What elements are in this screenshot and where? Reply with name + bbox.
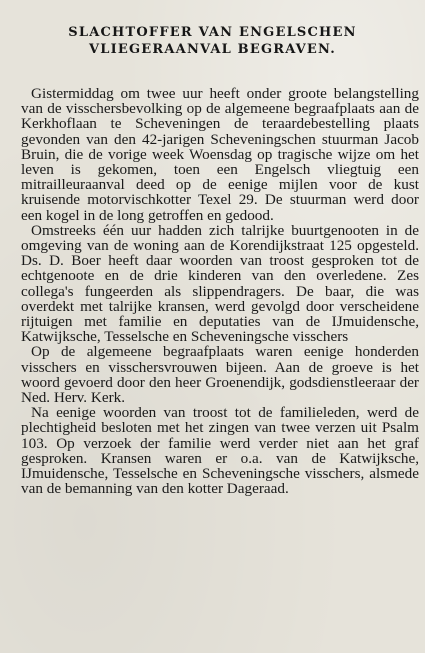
- article-paragraph-3: Op de algemeene begraafplaats waren eenige honderden visschers en visschersvrouwen bijeen. Aan de groeve is het woord gevoerd door den heer Groenendijk, godsdienstleeraar der Ned. Herv. Kerk.: [21, 343, 419, 407]
- article-paragraph-1: Gistermiddag om twee uur heeft onder groote belangstelling van de visschersbevolking op de algemeene begraafplaats aan de Kerkhoflaan te Scheveningen de teraardebestelling plaats gevonden van den 42-jarigen Scheveningschen stuurman Jacob Bruin, die de vorige week Woensdag op tragische wijze om het leven is gekomen, toen een Engelsch vliegtuig een mitrailleuraanval deed op de eenige mijlen voor de kust kruisende motorvischkotter Texel 29. De stuurman werd door een kogel in de long getroffen en gedood.: [21, 85, 419, 224]
- article-body: [21, 86, 419, 496]
- article-paragraph-4: Na eenige woorden van troost tot de familieleden, werd de plechtigheid besloten met het zingen van twee verzen uit Psalm 103. Op verzoek der familie werd verder niet aan het graf gesproken. Kransen waren er o.a. van de Katwijksche, IJmuidensche, Tesselsche en Scheveningsche visschers, alsmede van de bemanning van den kotter Dageraad.: [21, 404, 419, 498]
- article-headline: [0, 24, 425, 58]
- headline-line-2: VLIEGERAANVAL BEGRAVEN.: [88, 42, 337, 57]
- headline-line-1: SLACHTOFFER VAN ENGELSCHEN: [68, 25, 357, 40]
- article-paragraph-2: Omstreeks één uur hadden zich talrijke buurtgenooten in de omgeving van de woning aan de Korendijkstraat 125 opgesteld. Ds. D. Boer heeft daar woorden van troost gesproken tot de echtgenoote en de drie kinderen van den overledene. Zes collega's fungeerden als slippendragers. De baar, die was overdekt met talrijke kransen, werd gevolgd door verscheidene rijtuigen met familie en deputaties van de IJmuidensche, Katwijksche, Tesselsche en Scheveningsche visschers: [21, 221, 419, 346]
